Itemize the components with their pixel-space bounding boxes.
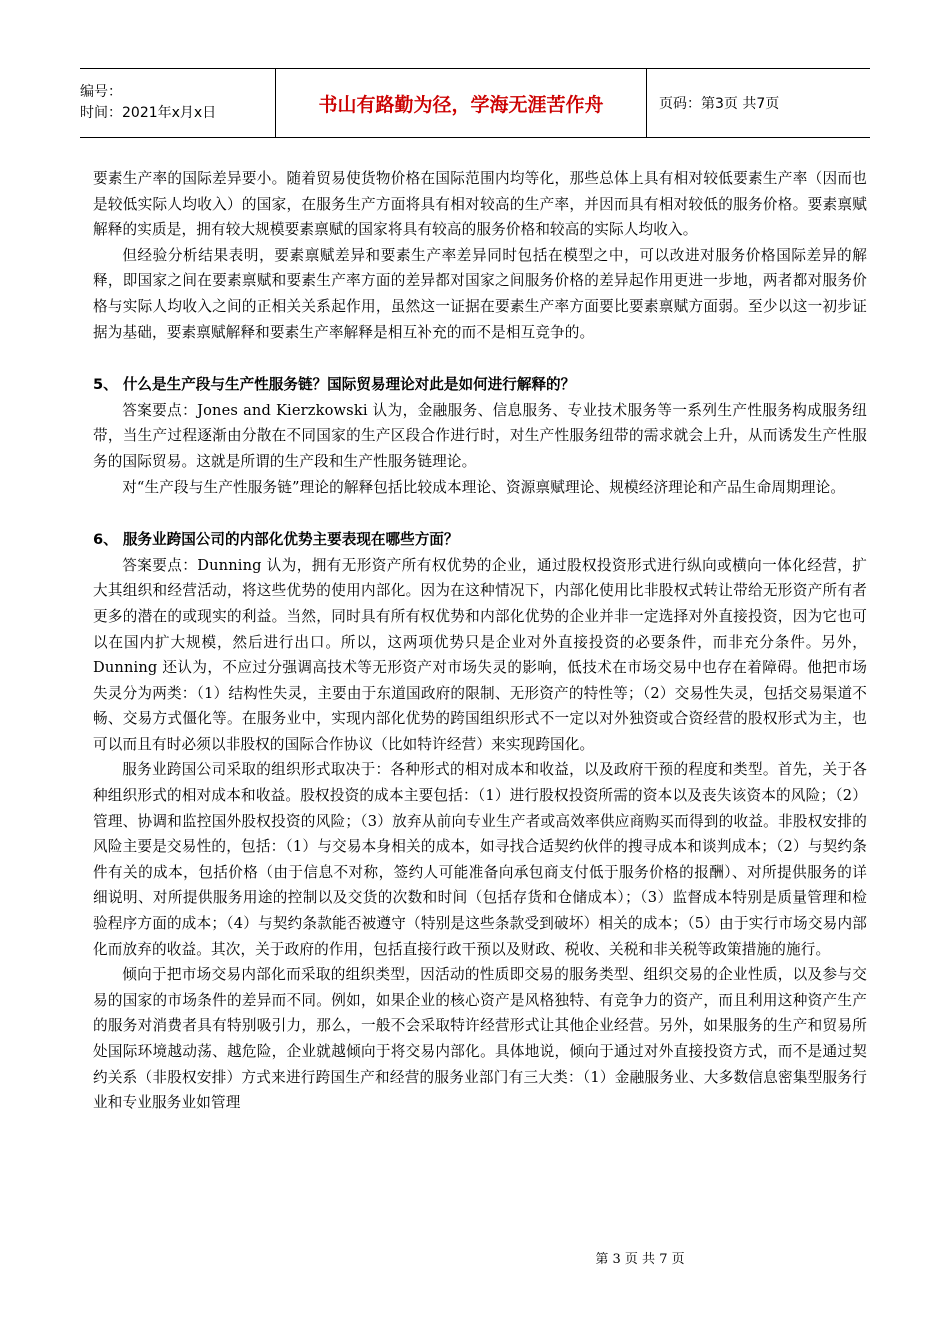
page-footer: 第 3 页 共 7 页 bbox=[595, 1252, 685, 1267]
question-heading: 6、 服务业跨国公司的内部化优势主要表现在哪些方面？ bbox=[93, 531, 459, 549]
date-line: 时间：2021年x月x日 bbox=[80, 105, 217, 121]
answer-paragraph: 答案要点：Jones and Kierzkowski 认为，金融服务、信息服务、专业技术服务等一系列生产性服务构成服务纽带，当生产过程逐渐由分散在不同国家的生产区段合作进行时，对生产性服务纽带的需求就会上升，从而诱发生产性服务的国际贸易。这就是所谓的生产段和生产性服务链理论。 bbox=[93, 401, 867, 470]
number-label: 编号： bbox=[80, 84, 122, 100]
header-motto: 书山有路勤为径，学海无涯苦作舟 bbox=[276, 69, 647, 137]
paragraph: 但经验分析结果表明，要素禀赋差异和要素生产率差异同时包括在模型之中，可以改进对服务价格国际差异的解释，即国家之间在要素禀赋和要素生产率方面的差异都对国家之间服务价格的差异起作用更进一步地，两者都对服务价格与实际人均收入之间的正相关关系起作用，虽然这一证据在要素生产率方面要比要素禀赋方面弱。至少以这一初步证据为基础，要素禀赋解释和要素生产率解释是相互补充的而不是相互竞争的。 bbox=[93, 246, 867, 341]
answer-paragraph: 答案要点：Dunning 认为，拥有无形资产所有权优势的企业，通过股权投资形式进行纵向或横向一体化经营，扩大其组织和经营活动，将这些优势的使用内部化。因为在这种情况下，内部化使用比非股权式转让带给无形资产所有者更多的潜在的或现实的利益。当然，同时具有所有权优势和内部化优势的企业并非一定选择对外直接投资，因为它也可以在国内扩大规模，然后进行出口。所以，这两项优势只是企业对外直接投资的必要条件，而非充分条件。另外，Dunning 还认为，不应过分强调高技术等无形资产对市场失灵的影响，低技术在市场交易中也存在着障碍。他把市场失灵分为两类：（1）结构性失灵，主要由于东道国政府的限制、无形资产的特性等；（2）交易性失灵，包括交易渠道不畅、交易方式僵化等。在服务业中，实现内部化优势的跨国组织形式不一定以对外独资或合资经营的股权形式为主，也可以而且有时必须以非股权的国际合作协议（比如特许经营）来实现跨国化。 bbox=[93, 556, 867, 753]
question-heading: 5、 什么是生产段与生产性服务链？国际贸易理论对此是如何进行解释的？ bbox=[93, 376, 576, 394]
paragraph: 要素生产率的国际差异要小。随着贸易使货物价格在国际范围内均等化，那些总体上具有相对较低要素生产率（因而也是较低实际人均收入）的国家，在服务生产方面将具有相对较高的生产率，并因而具有相对较低的服务价格。要素禀赋解释的实质是，拥有较大规模要素禀赋的国家将具有较高的服务价格和较高的实际人均收入。 bbox=[93, 170, 867, 239]
paragraph: 对“生产段与生产性服务链”理论的解释包括比较成本理论、资源禀赋理论、规模经济理论和产品生命周期理论。 bbox=[122, 478, 846, 496]
paragraph: 服务业跨国公司采取的组织形式取决于：各种形式的相对成本和收益，以及政府干预的程度和类型。首先，关于各种组织形式的相对成本和收益。股权投资的成本主要包括：（1）进行股权投资所需的资本以及丧失该资本的风险；（2）管理、协调和监控国外股权投资的风险；（3）放弃从前向专业生产者或高效率供应商购买而得到的收益。非股权安排的风险主要是交易性的，包括：（1）与交易本身相关的成本，如寻找合适契约伙伴的搜寻成本和谈判成本；（2）与契约条件有关的成本，包括价格（由于信息不对称，签约人可能准备向承包商支付低于服务价格的报酬）、对所提供服务的详细说明、对所提供服务用途的控制以及交货的次数和时间（包括存货和仓储成本）；（3）监督成本特别是质量管理和检验程序方面的成本；（4）与契约条款能否被遵守（特别是这些条款受到破坏）相关的成本；（5）由于实行市场交易内部化而放弃的收益。其次，关于政府的作用，包括直接行政干预以及财政、税收、关税和非关税等政策措施的施行。 bbox=[93, 761, 867, 958]
paragraph: 倾向于把市场交易内部化而采取的组织类型，因活动的性质即交易的服务类型、组织交易的企业性质，以及参与交易的国家的市场条件的差异而不同。例如，如果企业的核心资产是风格独特、有竞争力的资产，而且利用这种资产生产的服务对消费者具有特别吸引力，那么，一般不会采取特许经营形式让其他企业经营。另外，如果服务的生产和贸易所处国际环境越动荡、越危险，企业就越倾向于将交易内部化。具体地说，倾向于通过对外直接投资方式，而不是通过契约关系（非股权安排）方式来进行跨国生产和经营的服务业部门有三大类：（1）金融服务业、大多数信息密集型服务行业和专业服务业如管理 bbox=[93, 966, 867, 1112]
header-meta bbox=[80, 69, 276, 137]
page-header bbox=[80, 68, 870, 138]
header-page-info: 页码：第3页 共7页 bbox=[659, 96, 780, 112]
document-body bbox=[93, 166, 867, 1116]
